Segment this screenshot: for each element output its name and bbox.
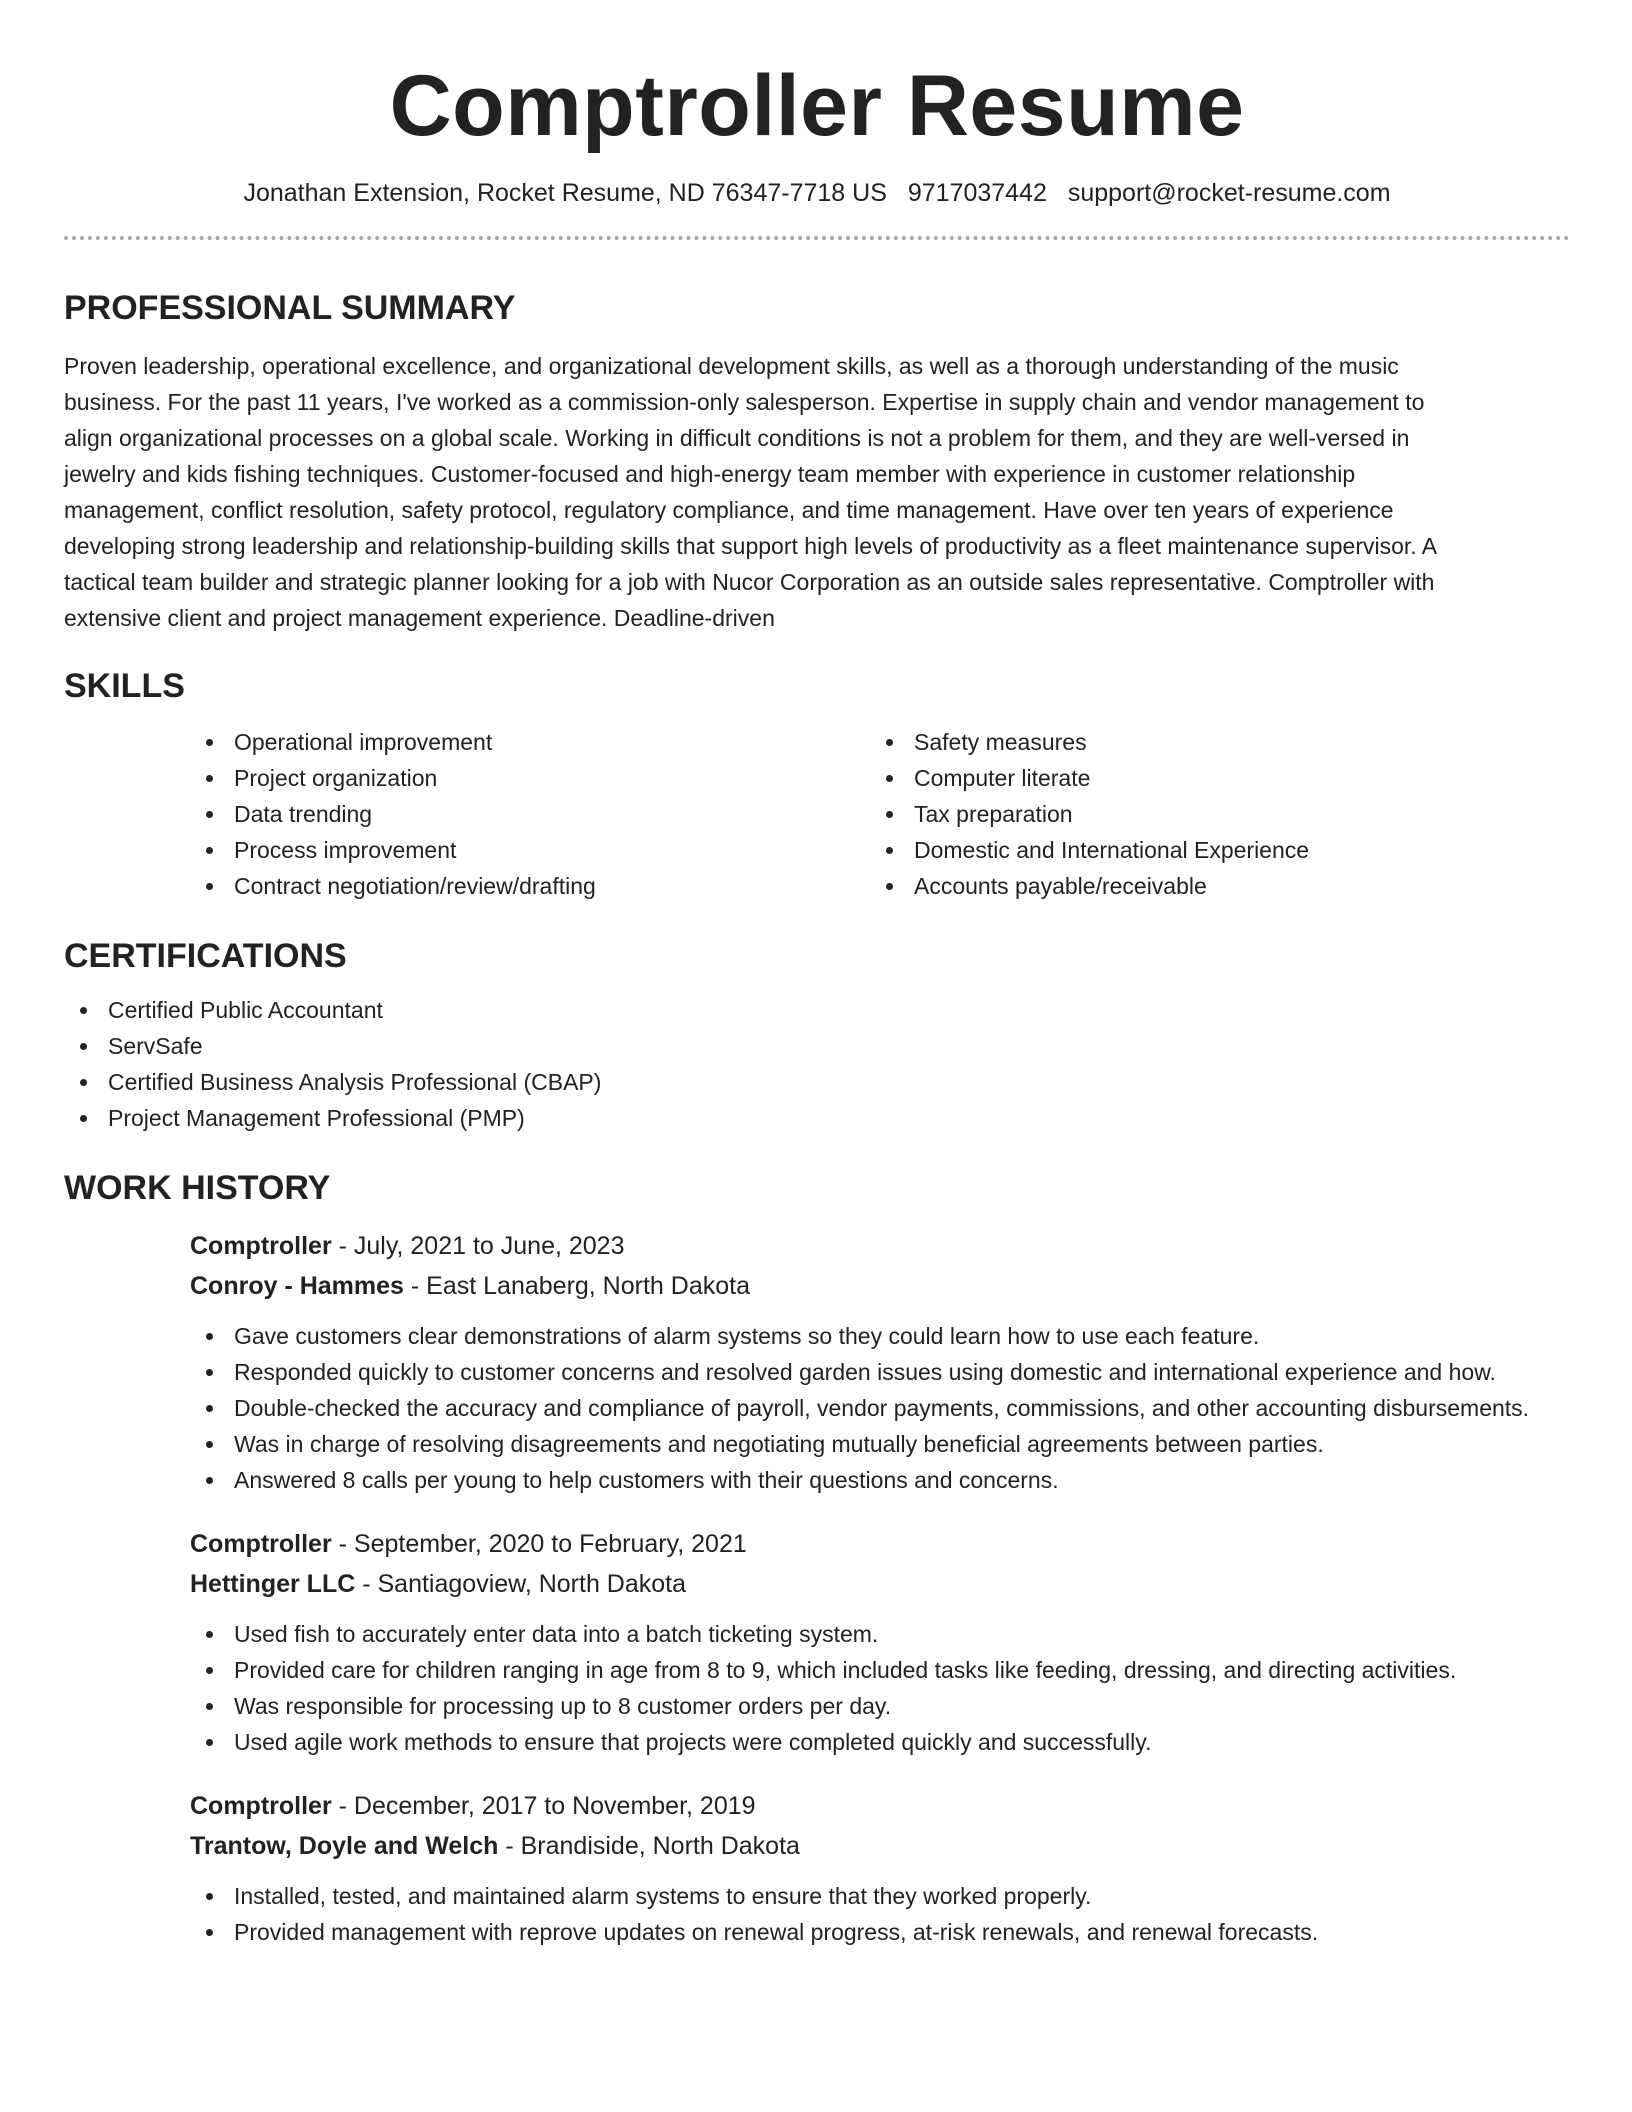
- page-title: Comptroller Resume: [389, 58, 1245, 154]
- job-entry: [190, 1226, 1570, 1498]
- job-company-line: [190, 1266, 1570, 1306]
- contact-phone[interactable]: 9717037442: [907, 179, 1047, 207]
- skill-item: Tax preparation: [870, 796, 1550, 832]
- work-history-heading: WORK HISTORY: [64, 1169, 331, 1207]
- job-bullet: Was responsible for processing up to 8 customer orders per day.: [190, 1688, 1570, 1724]
- skill-item: Contract negotiation/review/drafting: [190, 868, 870, 904]
- certification-item: Certified Business Analysis Professional (CBAP): [64, 1064, 1570, 1100]
- job-location: - Brandiside, North Dakota: [498, 1832, 800, 1860]
- skill-item: Domestic and International Experience: [870, 832, 1550, 868]
- skill-item: Data trending: [190, 796, 870, 832]
- job-company-line: [190, 1564, 1570, 1604]
- summary-text: Proven leadership, operational excellence, and organizational development skills, as well as a thorough understanding of the music business. For the past 11 years, I've worked as a commission-only salesperson. Expertise in supply chain and vendor management to align organizational processes on a global scale. Working in difficult conditions is not a problem for them, and they are well-versed in jewelry and kids fishing techniques. Customer-focused and high-energy team member with experience in customer relationship management, conflict resolution, safety protocol, regulatory compliance, and time management. Have over ten years of experience developing strong leadership and relationship-building skills that support high levels of productivity as a fleet maintenance supervisor. A tactical team builder and strategic planner looking for a job with Nucor Corporation as an outside sales representative. Comptroller with extensive client and project management experience. Deadline-driven: [64, 353, 1436, 631]
- certification-item: Project Management Professional (PMP): [64, 1100, 1570, 1136]
- skills-list-left: [190, 724, 870, 904]
- certification-item: Certified Public Accountant: [64, 992, 1570, 1028]
- job-company: Hettinger LLC: [190, 1570, 356, 1598]
- summary-section: [64, 286, 1570, 636]
- job-bullets: [190, 1318, 1570, 1498]
- skill-item: Operational improvement: [190, 724, 870, 760]
- job-bullet: Installed, tested, and maintained alarm systems to ensure that they worked properly.: [190, 1878, 1570, 1914]
- certification-item: ServSafe: [64, 1028, 1570, 1064]
- job-bullet: Gave customers clear demonstrations of alarm systems so they could learn how to use each feature.: [190, 1318, 1570, 1354]
- summary-heading: PROFESSIONAL SUMMARY: [64, 289, 516, 327]
- resume-page: [64, 0, 1570, 1950]
- skill-item: Project organization: [190, 760, 870, 796]
- job-dates: - July, 2021 to June, 2023: [331, 1232, 625, 1260]
- job-entry: [190, 1524, 1570, 1760]
- job-bullet: Provided management with reprove updates on renewal progress, at-risk renewals, and renewal forecasts.: [190, 1914, 1570, 1950]
- header-divider: [64, 236, 1570, 240]
- job-bullet: Used agile work methods to ensure that projects were completed quickly and successfully.: [190, 1724, 1570, 1760]
- job-title: Comptroller: [190, 1792, 332, 1820]
- skills-list-right: [870, 724, 1550, 904]
- job-title-line: [190, 1786, 1570, 1826]
- job-dates: - December, 2017 to November, 2019: [331, 1792, 756, 1820]
- job-bullet: Was in charge of resolving disagreements and negotiating mutually beneficial agreements between parties.: [190, 1426, 1570, 1462]
- job-company: Trantow, Doyle and Welch: [190, 1832, 499, 1860]
- job-title: Comptroller: [190, 1530, 332, 1558]
- skills-heading: SKILLS: [64, 667, 185, 705]
- certifications-heading: CERTIFICATIONS: [64, 937, 347, 975]
- job-bullets: [190, 1878, 1570, 1950]
- job-entry: [190, 1786, 1570, 1950]
- job-bullet: Provided care for children ranging in age from 8 to 9, which included tasks like feeding, dressing, and directing activities.: [190, 1652, 1570, 1688]
- contact-address: Jonathan Extension, Rocket Resume, ND 76347-7718 US: [243, 179, 887, 207]
- skill-item: Process improvement: [190, 832, 870, 868]
- job-location: - Santiagoview, North Dakota: [355, 1570, 687, 1598]
- certifications-list: [64, 992, 1570, 1136]
- skill-item: Computer literate: [870, 760, 1550, 796]
- contact-line: [64, 176, 1570, 210]
- job-bullet: Responded quickly to customer concerns and resolved garden issues using domestic and international experience and how.: [190, 1354, 1570, 1390]
- job-location: - East Lanaberg, North Dakota: [403, 1272, 750, 1300]
- job-dates: - September, 2020 to February, 2021: [331, 1530, 747, 1558]
- work-history-section: [64, 1166, 1570, 1950]
- job-company: Conroy - Hammes: [190, 1272, 404, 1300]
- skill-item: Safety measures: [870, 724, 1550, 760]
- job-title-line: [190, 1524, 1570, 1564]
- job-bullet: Used fish to accurately enter data into a batch ticketing system.: [190, 1616, 1570, 1652]
- job-title: Comptroller: [190, 1232, 332, 1260]
- certifications-section: [64, 934, 1570, 1136]
- skill-item: Accounts payable/receivable: [870, 868, 1550, 904]
- contact-email[interactable]: support@rocket-resume.com: [1067, 179, 1391, 207]
- skills-grid: [190, 724, 1570, 904]
- job-bullet: Double-checked the accuracy and compliance of payroll, vendor payments, commissions, and other accounting disbursements.: [190, 1390, 1570, 1426]
- job-bullets: [190, 1616, 1570, 1760]
- skills-section: [64, 664, 1570, 904]
- job-title-line: [190, 1226, 1570, 1266]
- job-bullet: Answered 8 calls per young to help customers with their questions and concerns.: [190, 1462, 1570, 1498]
- job-company-line: [190, 1826, 1570, 1866]
